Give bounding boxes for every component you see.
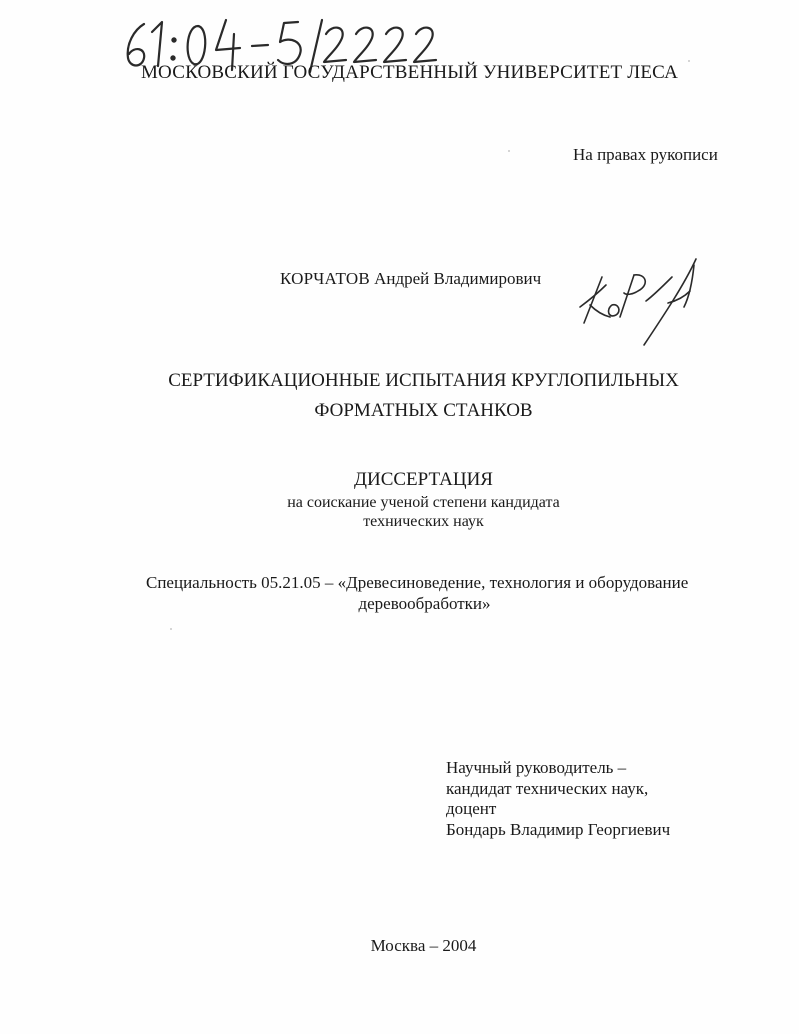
university-name: МОСКОВСКИЙ ГОСУДАРСТВЕННЫЙ УНИВЕРСИТЕТ ЛЕСА bbox=[140, 62, 679, 83]
degree-line-1: на соискание ученой степени кандидата bbox=[287, 494, 560, 511]
supervisor-line-1: Научный руководитель – bbox=[446, 758, 627, 777]
scan-speck bbox=[688, 60, 690, 62]
specialty-line-1: Специальность 05.21.05 – «Древесиноведение, технология и оборудование bbox=[146, 573, 689, 592]
author-signature bbox=[572, 255, 712, 350]
degree-line-2: технических наук bbox=[363, 513, 484, 530]
rights-note: На правах рукописи bbox=[573, 145, 718, 164]
scientific-supervisor bbox=[446, 758, 670, 840]
supervisor-line-3: доцент bbox=[446, 799, 497, 818]
supervisor-line-4: Бондарь Владимир Георгиевич bbox=[446, 819, 671, 839]
title-line-1: СЕРТИФИКАЦИОННЫЕ ИСПЫТАНИЯ КРУГЛОПИЛЬНЫХ bbox=[168, 370, 679, 391]
city-and-year: Москва – 2004 bbox=[370, 936, 477, 955]
scan-speck bbox=[508, 150, 510, 152]
author-surname: КОРЧАТОВ bbox=[280, 269, 370, 288]
author-given-names: Андрей Владимирович bbox=[374, 269, 542, 288]
author bbox=[280, 269, 541, 289]
specialty-line-2: деревообработки» bbox=[358, 594, 491, 613]
supervisor-line-2: кандидат технических наук, bbox=[446, 778, 649, 798]
dissertation-title bbox=[0, 366, 799, 426]
document-type: ДИССЕРТАЦИЯ bbox=[354, 469, 493, 490]
title-line-2: ФОРМАТНЫХ СТАНКОВ bbox=[314, 400, 533, 421]
scan-speck bbox=[170, 628, 172, 630]
degree-statement bbox=[0, 493, 799, 531]
